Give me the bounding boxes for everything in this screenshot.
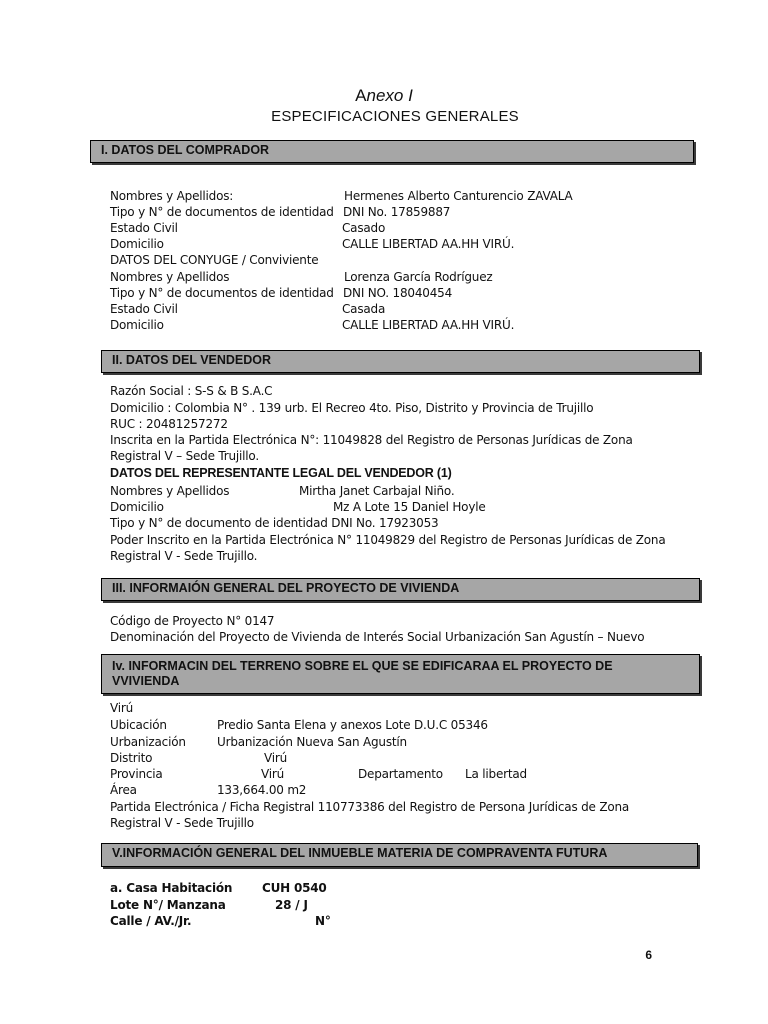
section-heading-seller: II. DATOS DEL VENDEDOR	[101, 350, 700, 373]
terrain-province-value: Virú	[261, 767, 285, 781]
property-street-number-label: N°	[315, 914, 331, 928]
terrain-registry-line1: Partida Electrónica / Ficha Registral 110773386 del Registro de Persona Jurídicas de Zona	[110, 800, 630, 814]
property-lot-value: 28 / J	[275, 898, 308, 912]
page-number: 6	[645, 948, 652, 962]
spouse-name-label: Nombres y Apellidos	[110, 270, 230, 284]
annex-title-a: A	[355, 86, 367, 105]
legal-rep-address-label: Domicilio	[110, 500, 164, 514]
spouse-address-value: CALLE LIBERTAD AA.HH VIRÚ.	[342, 318, 515, 332]
buyer-doc-value: DNI No. 17859887	[343, 205, 451, 219]
spouse-heading: DATOS DEL CONYUGE / Conviviente	[110, 253, 319, 267]
section-heading-buyer: I. DATOS DEL COMPRADOR	[90, 140, 694, 163]
seller-inscrita-line1: Inscrita en la Partida Electrónica N°: 11049828 del Registro de Personas Jurídicas de Zona	[110, 433, 633, 447]
legal-rep-doc: Tipo y N° de documento de identidad DNI No. 17923053	[110, 516, 439, 530]
legal-rep-name-value: Mirtha Janet Carbajal Niño.	[299, 484, 455, 498]
seller-razon-social: Razón Social : S-S & B S.A.C	[110, 384, 273, 398]
terrain-registry-line2: Registral V - Sede Trujillo	[110, 816, 254, 830]
property-house-value: CUH 0540	[262, 881, 327, 895]
section-heading-terrain-line1: Iv. INFORMACIN DEL TERRENO SOBRE EL QUE SE EDIFICARAA EL PROYECTO DE	[112, 659, 613, 673]
document-subtitle: ESPECIFICACIONES GENERALES	[271, 108, 519, 125]
legal-rep-address-value: Mz A Lote 15 Daniel Hoyle	[333, 500, 486, 514]
buyer-name-value: Hermenes Alberto Canturencio ZAVALA	[344, 189, 573, 203]
legal-rep-poder-line1: Poder Inscrito en la Partida Electrónica N° 11049829 del Registro de Personas Jurídicas de Zona	[110, 533, 666, 547]
annex-title-rest: nexo I	[366, 86, 413, 105]
buyer-name-label: Nombres y Apellidos:	[110, 189, 234, 203]
section-heading-property: V.INFORMACIÓN GENERAL DEL INMUEBLE MATERIA DE COMPRAVENTA FUTURA	[101, 843, 698, 867]
terrain-district-value: Virú	[264, 751, 288, 765]
property-lot-label: Lote N°/ Manzana	[110, 898, 226, 912]
section-heading-terrain	[101, 654, 700, 694]
property-house-label: a. Casa Habitación	[110, 881, 233, 895]
buyer-doc-label: Tipo y N° de documentos de identidad	[110, 205, 334, 219]
spouse-civil-value: Casada	[342, 302, 386, 316]
terrain-urbanization-label: Urbanización	[110, 735, 186, 749]
legal-rep-poder-line2: Registral V - Sede Trujillo.	[110, 549, 258, 563]
annex-title	[0, 86, 768, 106]
terrain-area-value: 133,664.00 m2	[217, 783, 307, 797]
section-heading-terrain-line2: VVIVIENDA	[112, 674, 180, 688]
terrain-district-label: Distrito	[110, 751, 153, 765]
terrain-location-value: Predio Santa Elena y anexos Lote D.U.C 05346	[217, 718, 488, 732]
spouse-doc-label: Tipo y N° de documentos de identidad	[110, 286, 334, 300]
legal-rep-heading: DATOS DEL REPRESENTANTE LEGAL DEL VENDEDOR (1)	[110, 466, 452, 480]
seller-domicilio: Domicilio : Colombia N° . 139 urb. El Recreo 4to. Piso, Distrito y Provincia de Trujillo	[110, 401, 594, 415]
terrain-area-label: Área	[110, 783, 137, 797]
spouse-civil-label: Estado Civil	[110, 302, 178, 316]
terrain-province-label: Provincia	[110, 767, 163, 781]
terrain-department-label: Departamento	[358, 767, 443, 781]
spouse-name-value: Lorenza García Rodríguez	[344, 270, 493, 284]
project-denomination: Denominación del Proyecto de Vivienda de Interés Social Urbanización San Agustín – Nuevo	[110, 630, 645, 644]
section-heading-project: III. INFORMAIÓN GENERAL DEL PROYECTO DE VIVIENDA	[101, 578, 700, 601]
legal-rep-name-label: Nombres y Apellidos	[110, 484, 230, 498]
terrain-department-value: La libertad	[465, 767, 527, 781]
project-code: Código de Proyecto N° 0147	[110, 614, 275, 628]
spouse-address-label: Domicilio	[110, 318, 164, 332]
terrain-location-label: Ubicación	[110, 718, 167, 732]
buyer-civil-label: Estado Civil	[110, 221, 178, 235]
terrain-urbanization-value: Urbanización Nueva San Agustín	[217, 735, 407, 749]
terrain-viru: Virú	[110, 701, 134, 715]
property-street-label: Calle / AV./Jr.	[110, 914, 192, 928]
buyer-address-label: Domicilio	[110, 237, 164, 251]
seller-ruc: RUC : 20481257272	[110, 417, 228, 431]
spouse-doc-value: DNI NO. 18040454	[343, 286, 453, 300]
seller-inscrita-line2: Registral V – Sede Trujillo.	[110, 449, 259, 463]
buyer-address-value: CALLE LIBERTAD AA.HH VIRÚ.	[342, 237, 515, 251]
buyer-civil-value: Casado	[342, 221, 386, 235]
